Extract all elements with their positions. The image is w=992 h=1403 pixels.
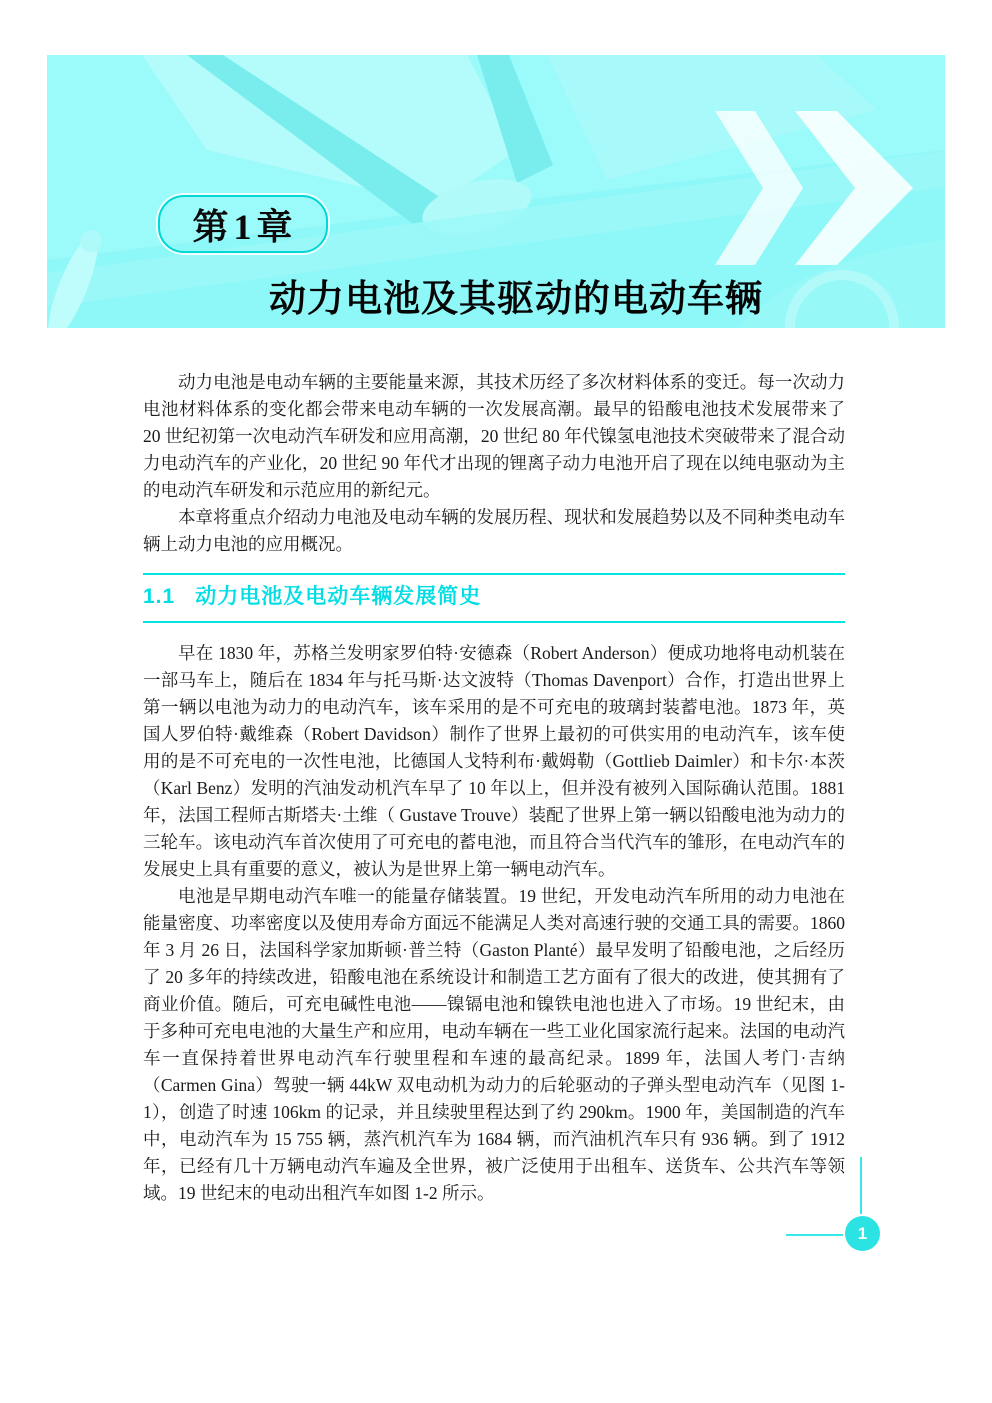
section-title: 动力电池及电动车辆发展简史 (195, 585, 482, 608)
chapter-number-box (158, 195, 328, 253)
page-content (143, 369, 845, 1207)
page-number: 1 (857, 1223, 868, 1243)
chapter-banner (47, 55, 945, 328)
page-number-horizontal-rule (786, 1234, 843, 1236)
section-heading (143, 573, 845, 623)
section-number: 1.1 (143, 585, 176, 608)
intro-paragraph: 本章将重点介绍动力电池及电动车辆的发展历程、现状和发展趋势以及不同种类电动车辆上动力电池的应用概况。 (143, 507, 845, 554)
section-paragraph: 早在 1830 年，苏格兰发明家罗伯特·安德森（Robert Anderson）便成功地将电动机装在一部马车上，随后在 1834 年与托马斯·达文波特（Thomas Davenport）合作，打造出世界上第一辆以电池为动力的电动汽车，该车采用的是不可充电的玻璃封装蓄电池。1873 年，英国人罗伯特·戴维森（Robert Davidson）制作了世界上最初的可供实用的电动汽车，该车使用的是不可充电的一次性电池，比德国人戈特利布·戴姆勒（Gottlieb Daimler）和卡尔·本茨（Karl Benz）发明的汽油发动机汽车早了 10 年以上，但并没有被列入国际确认范围。1881 年，法国工程师古斯塔夫·土维（ Gustave Trouve）装配了世界上第一辆以铅酸电池为动力的三轮车。该电动汽车首次使用了可充电的蓄电池，而且符合当代汽车的雏形，在电动汽车的发展史上具有重要的意义，被认为是世界上第一辆电动汽车。 (143, 643, 845, 879)
page-number-badge (845, 1216, 880, 1251)
chapter-number-label: 第1章 (192, 206, 298, 247)
section-paragraph: 电池是早期电动汽车唯一的能量存储装置。19 世纪，开发电动汽车所用的动力电池在能量密度、功率密度以及使用寿命方面远不能满足人类对高速行驶的交通工具的需要。1860 年 3 月 26 日，法国科学家加斯顿·普兰特（Gaston Planté）最早发明了铅酸电池，之后经历了 20 多年的持续改进，铅酸电池在系统设计和制造工艺方面有了很大的改进，使其拥有了商业价值。随后，可充电碱性电池——镍镉电池和镍铁电池也进入了市场。19 世纪末，由于多种可充电电池的大量生产和应用，电动车辆在一些工业化国家流行起来。法国的电动汽车一直保持着世界电动汽车行驶里程和车速的最高纪录。1899 年，法国人考门·吉纳（Carmen Gina）驾驶一辆 44kW 双电动机为动力的后轮驱动的子弹头型电动汽车（见图 1-1），创造了时速 106km 的记录，并且续驶里程达到了约 290km。1900 年，美国制造的汽车中，电动汽车为 15 755 辆，蒸汽机汽车为 1684 辆，而汽油机汽车只有 936 辆。到了 1912 年，已经有几十万辆电动汽车遍及全世界，被广泛使用于出租车、送货车、公共汽车等领域。19 世纪末的电动出租汽车如图 1-2 所示。 (143, 886, 845, 1203)
page-number-vertical-rule (860, 1157, 862, 1214)
chapter-title: 动力电池及其驱动的电动车辆 (269, 279, 763, 320)
intro-paragraph: 动力电池是电动车辆的主要能量来源，其技术历经了多次材料体系的变迁。每一次动力电池材料体系的变化都会带来电动车辆的一次发展高潮。最早的铅酸电池技术发展带来了 20 世纪初第一次电动汽车研发和应用高潮，20 世纪 80 年代镍氢电池技术突破带来了混合动力电动汽车的产业化，20 世纪 90 年代才出现的锂离子动力电池开启了现在以纯电驱动为主的电动汽车研发和示范应用的新纪元。 (143, 372, 845, 500)
